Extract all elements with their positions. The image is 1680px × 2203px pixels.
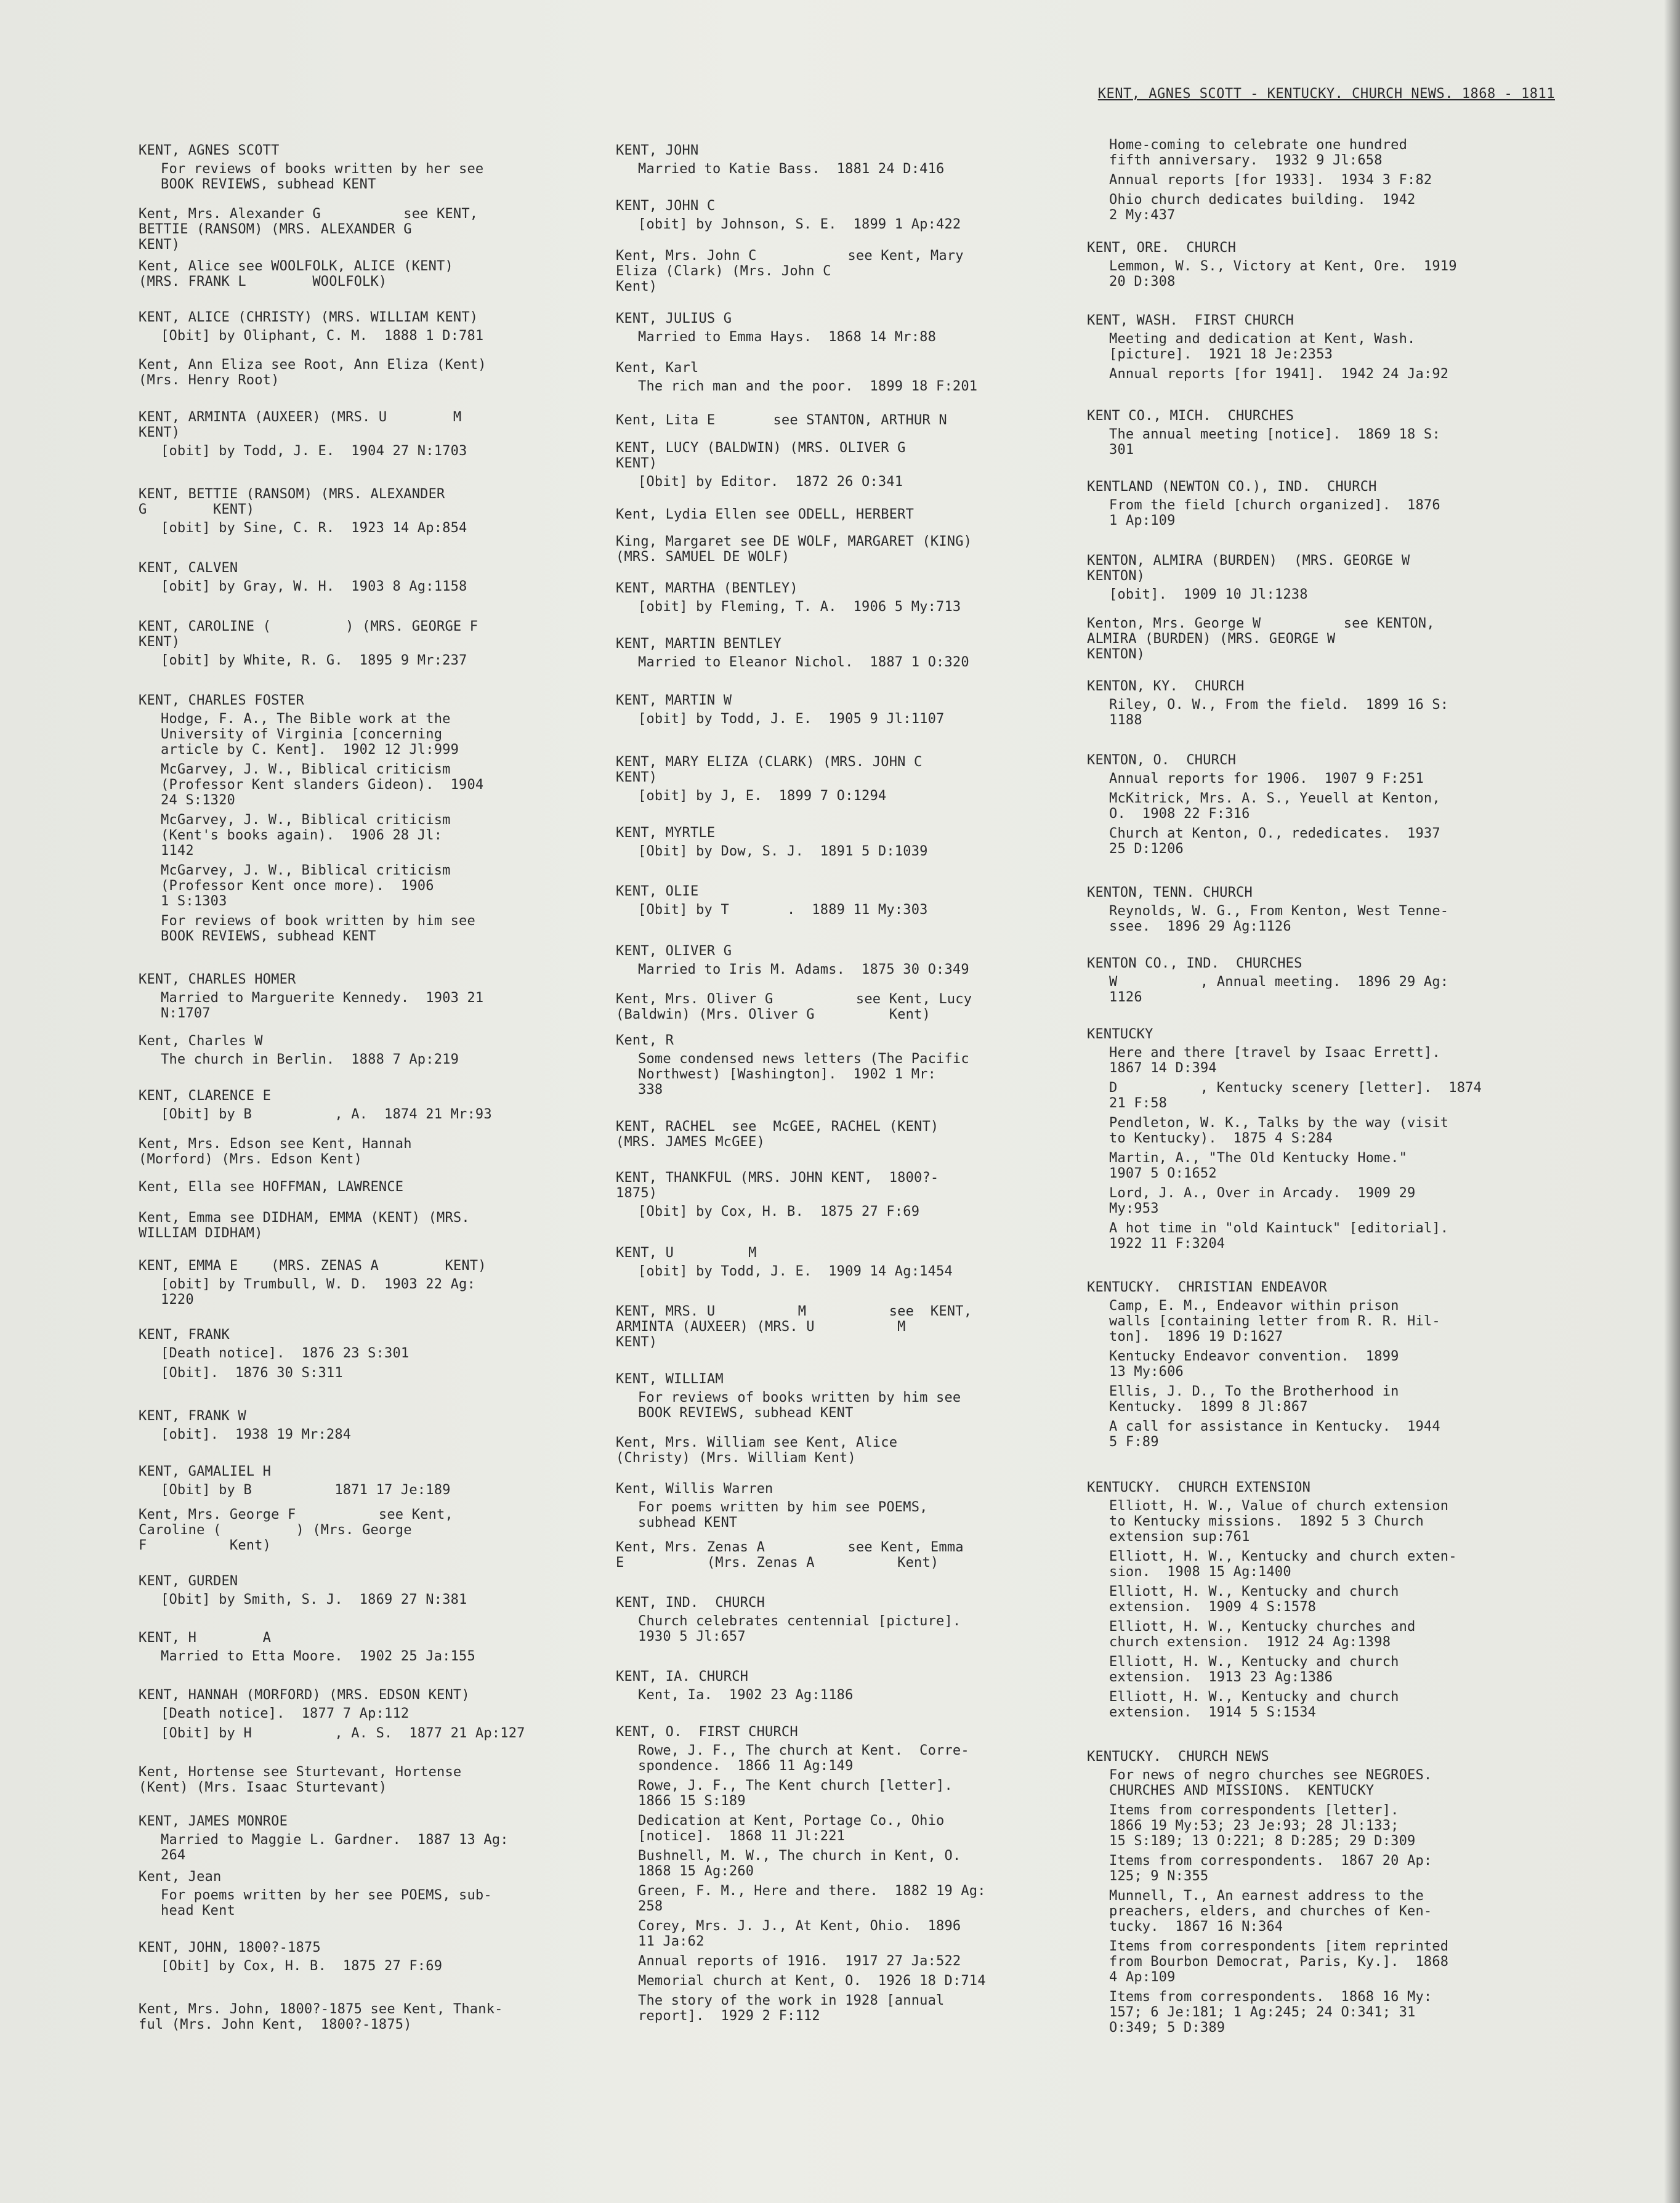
entry-citation: Lord, J. A., Over in Arcady. 1909 29 My:953: [1109, 1186, 1416, 1216]
index-entry: [139, 1574, 570, 1607]
entry-heading: KENT, ALICE (CHRISTY) (MRS. WILLIAM KENT): [139, 310, 479, 325]
entry-citation: Bushnell, M. W., The church in Kent, O. 1868 15 Ag:260: [638, 1848, 961, 1879]
index-entry: [1087, 408, 1530, 458]
index-entry: [139, 1464, 570, 1498]
entry-citation: W , Annual meeting. 1896 29 Ag: 1126: [1109, 974, 1449, 1005]
entry-heading: Kent, Mrs. Edson see Kent, Hannah (Morford) (Mrs. Edson Kent): [139, 1136, 412, 1167]
entry-citation: Some condensed news letters (The Pacific Northwest) [Washington]. 1902 1 Mr: 338: [638, 1051, 969, 1097]
entry-citation: [Obit] by T . 1889 11 My:303: [638, 902, 928, 918]
index-entry: [616, 440, 1047, 490]
entry-heading: KENTON, TENN. CHURCH: [1087, 885, 1253, 900]
index-entry: [139, 1409, 570, 1442]
entry-citation: For reviews of books written by him see BOOK REVIEWS, subhead KENT: [638, 1390, 961, 1421]
index-entry: [1087, 753, 1530, 857]
entry-citation: [Death notice]. 1877 7 Ap:112: [161, 1706, 410, 1721]
entry-citation: Married to Eleanor Nichol. 1887 1 O:320: [638, 655, 969, 670]
entry-citation: Married to Iris M. Adams. 1875 30 O:349: [638, 962, 969, 977]
entry-citation: Items from correspondents [letter]. 1866 19 My:53; 23 Je:93; 28 Jl:133; 15 S:189; 13 O:221; 8 D:285; 29 D:309: [1109, 1803, 1416, 1849]
entry-heading: KENT, RACHEL see McGEE, RACHEL (KENT) (MRS. JAMES McGEE): [616, 1119, 939, 1150]
entry-heading: Kent, Mrs. Oliver G see Kent, Lucy (Baldwin) (Mrs. Oliver G Kent): [616, 992, 972, 1022]
entry-heading: Kent, R: [616, 1033, 674, 1048]
index-entry: [139, 1136, 570, 1167]
running-head: KENT, AGNES SCOTT - KENTUCKY. CHURCH NEWS. 1868 - 1811: [1097, 86, 1555, 102]
entry-citation: From the field [church organized]. 1876 1 Ap:109: [1109, 498, 1440, 528]
index-entry: [616, 534, 1047, 565]
index-entry: [139, 1179, 570, 1195]
entry-citation: Reynolds, W. G., From Kenton, West Tenne- ssee. 1896 29 Ag:1126: [1109, 903, 1449, 934]
entry-heading: KENT, GAMALIEL H: [139, 1464, 272, 1479]
index-entry: [139, 310, 570, 344]
entry-heading: KENT, IA. CHURCH: [616, 1669, 749, 1684]
index-entry: [139, 1210, 570, 1241]
index-entry: [616, 825, 1047, 859]
entry-heading: KENT, ARMINTA (AUXEER) (MRS. U M KENT): [139, 410, 462, 440]
entry-heading: Kent, Karl: [616, 360, 699, 376]
entry-heading: KENT, CAROLINE ( ) (MRS. GEORGE F KENT): [139, 619, 479, 650]
index-entry: [139, 357, 570, 388]
entry-heading: KENTON, O. CHURCH: [1087, 753, 1237, 768]
index-entry: [139, 1327, 570, 1381]
entry-heading: KENT, JOHN C: [616, 198, 716, 214]
entry-heading: KENTUCKY. CHURCH NEWS: [1087, 1749, 1269, 1764]
entry-citation: Elliott, H. W., Kentucky and church extension. 1914 5 S:1534: [1109, 1689, 1399, 1720]
entry-citation: Married to Katie Bass. 1881 24 D:416: [638, 161, 945, 177]
entry-citation: [obit] by Sine, C. R. 1923 14 Ap:854: [161, 520, 467, 536]
entry-citation: For poems written by him see POEMS, subhead KENT: [638, 1500, 928, 1530]
entry-citation: The church in Berlin. 1888 7 Ap:219: [161, 1052, 459, 1067]
entry-citation: McGarvey, J. W., Biblical criticism (Professor Kent slanders Gideon). 1904 24 S:1320: [161, 762, 484, 808]
entry-heading: KENT, MRS. U M see KENT, ARMINTA (AUXEER) (MRS. U M KENT): [616, 1304, 972, 1350]
entry-heading: KENTON, KY. CHURCH: [1087, 679, 1245, 694]
entry-citation: Kent, Ia. 1902 23 Ag:1186: [638, 1688, 854, 1703]
entry-citation: Married to Maggie L. Gardner. 1887 13 Ag: 264: [161, 1832, 509, 1863]
entry-heading: KENT, OLIVER G: [616, 944, 732, 959]
entry-citation: Items from correspondents [item reprinted from Bourbon Democrat, Paris, Ky.]. 1868 4 Ap:109: [1109, 1939, 1449, 1985]
entry-heading: KENT, BETTIE (RANSOM) (MRS. ALEXANDER G KENT): [139, 487, 445, 517]
entry-heading: KENT, CHARLES FOSTER: [139, 693, 304, 708]
index-entry: [139, 206, 570, 253]
index-entry: [139, 1088, 570, 1122]
index-entry: [1087, 313, 1530, 382]
index-entry: [139, 259, 570, 289]
entry-heading: KENTON CO., IND. CHURCHES: [1087, 956, 1302, 971]
index-entry: [616, 754, 1047, 804]
entry-citation: [obit] by White, R. G. 1895 9 Mr:237: [161, 653, 467, 668]
entry-citation: Ellis, J. D., To the Brotherhood in Kentucky. 1899 8 Jl:867: [1109, 1384, 1399, 1415]
entry-citation: D , Kentucky scenery [letter]. 1874 21 F:58: [1109, 1080, 1482, 1111]
entry-citation: [Obit] by Editor. 1872 26 O:341: [638, 474, 903, 490]
entry-citation: Annual reports for 1906. 1907 9 F:251: [1109, 771, 1424, 786]
entry-citation: Annual reports [for 1941]. 1942 24 Ja:92: [1109, 366, 1449, 382]
entry-heading: KENT, WILLIAM: [616, 1372, 724, 1387]
index-entry: [616, 992, 1047, 1022]
entry-heading: Kent, Mrs. George F see Kent, Caroline ( ) (Mrs. George F Kent): [139, 1507, 453, 1553]
index-entry: [616, 636, 1047, 670]
entry-citation: Home-coming to celebrate one hundred fifth anniversary. 1932 9 Jl:658: [1109, 137, 1408, 168]
index-entry: [616, 1435, 1047, 1466]
entry-heading: KENT, H A: [139, 1630, 272, 1646]
entry-citation: The story of the work in 1928 [annual report]. 1929 2 F:112: [638, 1993, 945, 2024]
index-entry: [1087, 1027, 1530, 1251]
index-entry: [139, 619, 570, 668]
index-entry: [616, 693, 1047, 727]
index-entry: [616, 143, 1047, 177]
index-entry: [139, 972, 570, 1021]
entry-citation: Munnell, T., An earnest address to the preachers, elders, and churches of Ken- tucky. 1867 16 N:364: [1109, 1888, 1432, 1934]
index-entry: [139, 143, 570, 192]
index-entry: [139, 1033, 570, 1067]
entry-heading: KENT, MARTIN W: [616, 693, 732, 708]
entry-heading: KENT, O. FIRST CHURCH: [616, 1724, 798, 1740]
entry-heading: Kent, Alice see WOOLFOLK, ALICE (KENT) (MRS. FRANK L WOOLFOLK): [139, 259, 453, 289]
entry-citation: Elliott, H. W., Value of church extension to Kentucky missions. 1892 5 3 Church extension sup:761: [1109, 1498, 1449, 1545]
entry-citation: [obit] by Todd, J. E. 1909 14 Ag:1454: [638, 1264, 953, 1279]
index-entry: [139, 410, 570, 459]
entry-citation: Annual reports [for 1933]. 1934 3 F:82: [1109, 172, 1432, 188]
entry-citation: For poems written by her see POEMS, sub- head Kent: [161, 1888, 492, 1918]
index-entry: [616, 1304, 1047, 1350]
entry-citation: [Obit] by Oliphant, C. M. 1888 1 D:781: [161, 328, 484, 344]
entry-heading: KENT, WASH. FIRST CHURCH: [1087, 313, 1294, 328]
index-entry: [616, 581, 1047, 615]
entry-citation: [obit] by J, E. 1899 7 O:1294: [638, 788, 887, 804]
entry-citation: Hodge, F. A., The Bible work at the University of Virginia [concerning article by C. Kent]. 1902 12 Jl:999: [161, 711, 459, 758]
entry-citation: Church at Kenton, O., rededicates. 1937 25 D:1206: [1109, 826, 1440, 857]
entry-heading: KENT, CHARLES HOMER: [139, 972, 296, 987]
index-entry: [1087, 1480, 1530, 1720]
entry-heading: KENT, MYRTLE: [616, 825, 716, 841]
index-entry: [616, 248, 1047, 294]
entry-citation: Items from correspondents. 1867 20 Ap: 125; 9 N:355: [1109, 1853, 1432, 1884]
entry-heading: Kent, Ann Eliza see Root, Ann Eliza (Kent) (Mrs. Henry Root): [139, 357, 487, 388]
entry-citation: Church celebrates centennial [picture]. 1930 5 Jl:657: [638, 1614, 961, 1644]
entry-heading: KENT, FRANK W: [139, 1409, 246, 1424]
entry-citation: [Obit] by H , A. S. 1877 21 Ap:127: [161, 1726, 525, 1741]
entry-heading: KENT, FRANK: [139, 1327, 230, 1343]
index-entry: [616, 507, 1047, 522]
index-entry: [616, 1669, 1047, 1703]
entry-heading: KENT, MARTHA (BENTLEY): [616, 581, 798, 596]
entry-citation: Married to Emma Hays. 1868 14 Mr:88: [638, 329, 937, 345]
entry-heading: Kent, Mrs. Zenas A see Kent, Emma E (Mrs. Zenas A Kent): [616, 1540, 964, 1570]
entry-citation: For news of negro churches see NEGROES. CHURCHES AND MISSIONS. KENTUCKY: [1109, 1768, 1432, 1798]
index-entry: [1087, 885, 1530, 934]
entry-heading: KENT, HANNAH (MORFORD) (MRS. EDSON KENT): [139, 1688, 470, 1703]
entry-heading: KENTLAND (NEWTON CO.), IND. CHURCH: [1087, 479, 1377, 495]
index-entry: [616, 311, 1047, 345]
entry-citation: Lemmon, W. S., Victory at Kent, Ore. 1919 20 D:308: [1109, 259, 1457, 289]
index-entry: [1087, 1280, 1530, 1450]
entry-heading: KENTUCKY. CHURCH EXTENSION: [1087, 1480, 1311, 1495]
entry-heading: KENT, JULIUS G: [616, 311, 732, 326]
entry-heading: KENT, JOHN, 1800?-1875: [139, 1940, 321, 1955]
entry-heading: Kent, Mrs. Alexander G see KENT, BETTIE (RANSOM) (MRS. ALEXANDER G KENT): [139, 206, 479, 253]
entry-citation: Dedication at Kent, Portage Co., Ohio [notice]. 1868 11 Jl:221: [638, 1813, 945, 1844]
entry-heading: King, Margaret see DE WOLF, MARGARET (KING) (MRS. SAMUEL DE WOLF): [616, 534, 972, 565]
index-entry: [139, 693, 570, 944]
index-entry: [1087, 479, 1530, 528]
entry-heading: Kent, Lita E see STANTON, ARTHUR N: [616, 413, 947, 428]
entry-heading: Kent, Lydia Ellen see ODELL, HERBERT: [616, 507, 915, 522]
index-entry: [616, 1724, 1047, 2024]
entry-citation: Annual reports of 1916. 1917 27 Ja:522: [638, 1954, 961, 1969]
entry-citation: Elliott, H. W., Kentucky and church extension. 1913 23 Ag:1386: [1109, 1654, 1399, 1685]
entry-citation: [Obit]. 1876 30 S:311: [161, 1365, 343, 1381]
entry-citation: [obit]. 1909 10 Jl:1238: [1109, 587, 1308, 602]
entry-citation: A call for assistance in Kentucky. 1944 5 F:89: [1109, 1419, 1440, 1450]
entry-heading: KENT, CLARENCE E: [139, 1088, 272, 1104]
entry-citation: Martin, A., "The Old Kentucky Home." 1907 5 O:1652: [1109, 1150, 1408, 1181]
entry-heading: KENT, EMMA E (MRS. ZENAS A KENT): [139, 1258, 487, 1274]
entry-citation: [obit] by Fleming, T. A. 1906 5 My:713: [638, 599, 961, 615]
index-entry: [139, 1814, 570, 1863]
entry-citation: Rowe, J. F., The church at Kent. Corre- spondence. 1866 11 Ag:149: [638, 1743, 969, 1774]
index-entry: [139, 1940, 570, 1974]
entry-citation: McGarvey, J. W., Biblical criticism (Professor Kent once more). 1906 1 S:1303: [161, 863, 451, 909]
entry-citation: A hot time in "old Kaintuck" [editorial]. 1922 11 F:3204: [1109, 1221, 1449, 1251]
entry-citation: Riley, O. W., From the field. 1899 16 S: 1188: [1109, 697, 1449, 728]
index-entry: [139, 1630, 570, 1664]
index-entry: [616, 198, 1047, 232]
entry-citation: Elliott, H. W., Kentucky and church exten- sion. 1908 15 Ag:1400: [1109, 1549, 1457, 1580]
index-entry: [616, 1372, 1047, 1421]
entry-citation: [obit] by Trumbull, W. D. 1903 22 Ag: 1220: [161, 1277, 475, 1308]
index-entry: [139, 1258, 570, 1308]
entry-citation: Elliott, H. W., Kentucky churches and church extension. 1912 24 Ag:1398: [1109, 1619, 1416, 1650]
entry-citation: Married to Marguerite Kennedy. 1903 21 N:1707: [161, 990, 484, 1021]
entry-heading: KENT, THANKFUL (MRS. JOHN KENT, 1800?- 1875): [616, 1170, 939, 1201]
entry-heading: KENT, MARY ELIZA (CLARK) (MRS. JOHN C KENT): [616, 754, 923, 785]
entry-citation: McKitrick, Mrs. A. S., Yeuell at Kenton, O. 1908 22 F:316: [1109, 791, 1440, 822]
entry-citation: The rich man and the poor. 1899 18 F:201: [638, 379, 978, 394]
entry-citation: McGarvey, J. W., Biblical criticism (Kent's books again). 1906 28 Jl: 1142: [161, 812, 451, 859]
entry-citation: [Obit] by B 1871 17 Je:189: [161, 1482, 451, 1498]
index-entry: [1087, 616, 1530, 662]
index-entry: [616, 1481, 1047, 1530]
entry-heading: KENT, MARTIN BENTLEY: [616, 636, 781, 652]
entry-heading: KENT, CALVEN: [139, 560, 238, 576]
entry-heading: Kent, Emma see DIDHAM, EMMA (KENT) (MRS. WILLIAM DIDHAM): [139, 1210, 470, 1241]
entry-heading: Kent, Charles W: [139, 1033, 263, 1049]
index-entry: [616, 1033, 1047, 1097]
index-entry: [616, 944, 1047, 977]
entry-citation: Ohio church dedicates building. 1942 2 My:437: [1109, 192, 1416, 223]
entry-heading: KENTUCKY. CHRISTIAN ENDEAVOR: [1087, 1280, 1327, 1295]
entry-citation: [obit] by Johnson, S. E. 1899 1 Ap:422: [638, 217, 961, 232]
index-entry: [616, 884, 1047, 918]
index-entry: [139, 487, 570, 536]
index-entry: [616, 360, 1047, 394]
index-entry: [1087, 240, 1530, 289]
entry-citation: Camp, E. M., Endeavor within prison walls [containing letter from R. R. Hil- ton]. 1896 19 D:1627: [1109, 1298, 1440, 1344]
entry-citation: Rowe, J. F., The Kent church [letter]. 1866 15 S:189: [638, 1778, 953, 1809]
entry-heading: Kent, Mrs. William see Kent, Alice (Christy) (Mrs. William Kent): [616, 1435, 898, 1466]
entry-citation: For reviews of book written by him see BOOK REVIEWS, subhead KENT: [161, 913, 475, 944]
entry-citation: [Obit] by Smith, S. J. 1869 27 N:381: [161, 1592, 467, 1607]
page-edge-shadow: [1664, 0, 1680, 2203]
entry-heading: KENT, U M: [616, 1245, 757, 1261]
index-entry: [1087, 1749, 1530, 2035]
index-entry: [139, 1764, 570, 1795]
entry-heading: KENTON, ALMIRA (BURDEN) (MRS. GEORGE W KENTON): [1087, 553, 1410, 584]
entry-heading: Kent, Mrs. John C see Kent, Mary Eliza (Clark) (Mrs. John C Kent): [616, 248, 964, 294]
entry-citation: [obit] by Todd, J. E. 1905 9 Jl:1107: [638, 711, 945, 727]
index-entry: [139, 560, 570, 594]
entry-heading: KENT, ORE. CHURCH: [1087, 240, 1237, 256]
index-entry: [1087, 134, 1530, 223]
entry-citation: [obit] by Todd, J. E. 1904 27 N:1703: [161, 443, 467, 459]
entry-citation: Kentucky Endeavor convention. 1899 13 My:606: [1109, 1349, 1399, 1380]
index-entry: [1087, 553, 1530, 602]
entry-citation: [Obit] by Cox, H. B. 1875 27 F:69: [161, 1958, 443, 1974]
entry-citation: Here and there [travel by Isaac Errett]. 1867 14 D:394: [1109, 1045, 1440, 1076]
entry-heading: KENT, JOHN: [616, 143, 699, 158]
entry-citation: Items from correspondents. 1868 16 My: 157; 6 Je:181; 1 Ag:245; 24 O:341; 31 O:349; 5 D:389: [1109, 1989, 1432, 2035]
entry-citation: [Obit] by B , A. 1874 21 Mr:93: [161, 1107, 492, 1122]
index-entry: [139, 1869, 570, 1918]
entry-heading: Kenton, Mrs. George W see KENTON, ALMIRA (BURDEN) (MRS. GEORGE W KENTON): [1087, 616, 1435, 662]
entry-heading: KENT, JAMES MONROE: [139, 1814, 288, 1829]
entry-citation: Memorial church at Kent, O. 1926 18 D:714: [638, 1973, 986, 1989]
entry-citation: [Obit] by Dow, S. J. 1891 5 D:1039: [638, 844, 928, 859]
index-entry: [616, 413, 1047, 428]
index-entry: [139, 2002, 570, 2032]
entry-citation: [obit]. 1938 19 Mr:284: [161, 1427, 352, 1442]
entry-heading: Kent, Mrs. John, 1800?-1875 see Kent, Thank- ful (Mrs. John Kent, 1800?-1875): [139, 2002, 503, 2032]
entry-citation: Elliott, H. W., Kentucky and church extension. 1909 4 S:1578: [1109, 1584, 1399, 1615]
entry-heading: KENT, LUCY (BALDWIN) (MRS. OLIVER G KENT): [616, 440, 906, 471]
entry-citation: [Obit] by Cox, H. B. 1875 27 F:69: [638, 1204, 920, 1219]
entry-heading: Kent, Hortense see Sturtevant, Hortense (Kent) (Mrs. Isaac Sturtevant): [139, 1764, 462, 1795]
index-entry: [139, 1688, 570, 1741]
entry-heading: Kent, Ella see HOFFMAN, LAWRENCE: [139, 1179, 404, 1195]
entry-heading: KENT, OLIE: [616, 884, 699, 899]
entry-citation: Corey, Mrs. J. J., At Kent, Ohio. 1896 11 Ja:62: [638, 1918, 961, 1949]
entry-heading: Kent, Willis Warren: [616, 1481, 773, 1497]
index-entry: [1087, 956, 1530, 1005]
index-entry: [616, 1170, 1047, 1219]
entry-citation: Green, F. M., Here and there. 1882 19 Ag: 258: [638, 1883, 986, 1914]
entry-heading: Kent, Jean: [139, 1869, 222, 1885]
entry-citation: Pendleton, W. K., Talks by the way (visit to Kentucky). 1875 4 S:284: [1109, 1115, 1449, 1146]
index-entry: [616, 1540, 1047, 1570]
entry-citation: The annual meeting [notice]. 1869 18 S: 301: [1109, 427, 1440, 458]
entry-heading: KENT CO., MICH. CHURCHES: [1087, 408, 1294, 424]
entry-heading: KENT, AGNES SCOTT: [139, 143, 280, 158]
index-entry: [1087, 679, 1530, 728]
entry-heading: KENT, GURDEN: [139, 1574, 238, 1589]
index-entry: [616, 1245, 1047, 1279]
index-entry: [616, 1119, 1047, 1150]
entry-heading: KENT, IND. CHURCH: [616, 1595, 765, 1611]
index-entry: [616, 1595, 1047, 1644]
entry-citation: Married to Etta Moore. 1902 25 Ja:155: [161, 1649, 475, 1664]
entry-citation: [obit] by Gray, W. H. 1903 8 Ag:1158: [161, 579, 467, 594]
entry-citation: Meeting and dedication at Kent, Wash. [picture]. 1921 18 Je:2353: [1109, 331, 1416, 362]
index-entry: [139, 1507, 570, 1553]
entry-citation: For reviews of books written by her see BOOK REVIEWS, subhead KENT: [161, 161, 484, 192]
entry-citation: [Death notice]. 1876 23 S:301: [161, 1346, 410, 1361]
entry-heading: KENTUCKY: [1087, 1027, 1153, 1042]
